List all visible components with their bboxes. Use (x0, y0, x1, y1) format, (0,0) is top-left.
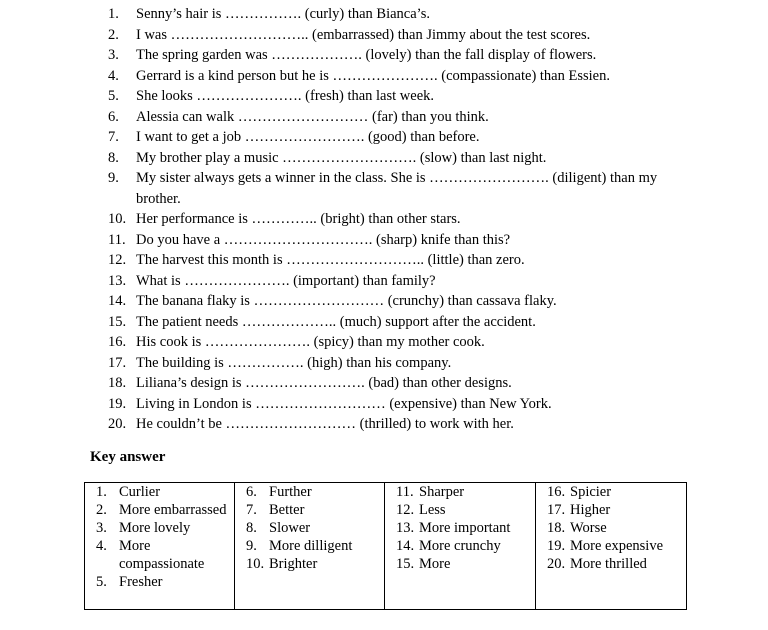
exercise-number: 10. (108, 211, 127, 227)
key-answer-text: More thrilled (570, 556, 647, 572)
key-answer-number: 14. (396, 538, 415, 554)
exercise-text: Her performance is ………….. (bright) than other stars. (136, 211, 461, 227)
exercise-number: 9. (108, 170, 119, 186)
exercise-number: 4. (108, 67, 119, 84)
exercise-item (0, 250, 768, 271)
key-answer-text: More important (419, 520, 511, 536)
key-answer-number: 2. (96, 502, 107, 518)
exercise-item (0, 45, 768, 66)
key-answer-item (385, 483, 535, 501)
exercise-item (0, 332, 768, 353)
key-column-4 (536, 483, 687, 610)
key-answer-item (385, 519, 535, 537)
exercise-item (0, 271, 768, 292)
key-answer-text: Curlier (119, 484, 161, 500)
exercise-text: The patient needs ……………….. (much) support after the accident. (136, 313, 536, 330)
key-answer-list (85, 483, 234, 591)
key-answer-number: 1. (96, 484, 107, 500)
exercise-item (0, 209, 768, 230)
key-answer-text: Slower (269, 520, 311, 536)
key-answer-number: 18. (547, 520, 566, 536)
exercise-number: 3. (108, 47, 119, 63)
exercise-item (0, 86, 768, 107)
key-answer-item (385, 537, 535, 555)
exercise-item (0, 414, 768, 435)
key-answer-text: More lovely (119, 520, 191, 536)
key-answer-list (235, 483, 384, 573)
exercise-text: Do you have a …………………………. (sharp) knife than this? (136, 231, 511, 248)
key-answer-item (536, 555, 686, 573)
key-answer-text: More dilligent (269, 538, 353, 554)
key-column-1 (85, 483, 235, 610)
key-answer-number: 7. (246, 502, 257, 518)
key-answer-item (536, 501, 686, 519)
key-answer-text: Brighter (269, 556, 318, 572)
exercise-text: I want to get a job ……………………. (good) than before. (136, 129, 480, 145)
key-answer-item (536, 537, 686, 555)
key-answer-number: 9. (246, 538, 257, 554)
exercise-item (0, 373, 768, 394)
key-answer-text: More expensive (570, 538, 664, 554)
exercise-number: 14. (108, 293, 127, 309)
exercise-text: Senny’s hair is ……………. (curly) than Bianca’s. (136, 6, 430, 22)
exercise-text: The spring garden was ………………. (lovely) than the fall display of flowers. (136, 47, 597, 63)
key-answer-text: Worse (570, 520, 607, 536)
key-answer-number: 12. (396, 502, 415, 518)
key-answer-text: Fresher (119, 574, 163, 590)
key-answer-number: 16. (547, 484, 566, 500)
exercise-number: 7. (108, 129, 119, 145)
exercise-item (0, 4, 768, 25)
exercise-text: The banana flaky is ……………………… (crunchy) than cassava flaky. (136, 293, 557, 309)
exercise-item (0, 394, 768, 415)
key-answer-item (85, 519, 234, 537)
exercise-number: 2. (108, 26, 119, 43)
key-answer-number: 17. (547, 502, 566, 518)
exercise-number: 19. (108, 395, 127, 412)
key-answer-number: 11. (396, 484, 414, 500)
key-answer-text: Better (269, 502, 305, 518)
key-answer-text: More embarrassed (119, 502, 227, 518)
key-answer-heading: Key answer (90, 449, 166, 465)
key-answer-list (536, 483, 686, 573)
exercise-text: My sister always gets a winner in the class. She is ……………………. (diligent) than my brother. (136, 170, 658, 207)
key-answer-item (85, 573, 234, 591)
exercise-text: Alessia can walk ……………………… (far) than you think. (136, 108, 489, 125)
exercise-number: 11. (108, 231, 126, 248)
exercise-item (0, 291, 768, 312)
exercise-text: He couldn’t be ……………………… (thrilled) to work with her. (136, 416, 514, 432)
key-answer-number: 19. (547, 538, 566, 554)
key-answer-item (235, 501, 384, 519)
key-answer-number: 8. (246, 520, 257, 536)
exercise-text: I was ……………………….. (embarrassed) than Jimmy about the test scores. (136, 26, 591, 43)
exercise-item (0, 230, 768, 251)
exercise-text: Liliana’s design is ……………………. (bad) than other designs. (136, 375, 512, 391)
exercise-item (0, 127, 768, 148)
exercise-number: 18. (108, 375, 127, 391)
key-answer-item (235, 519, 384, 537)
key-answer-number: 6. (246, 484, 257, 500)
key-answer-text: Less (419, 502, 446, 518)
key-answer-number: 13. (396, 520, 415, 536)
exercise-text: His cook is …………………. (spicy) than my mother cook. (136, 334, 485, 350)
key-answer-text: More (419, 556, 451, 572)
key-answer-item (85, 501, 234, 519)
key-answer-list (385, 483, 535, 573)
key-answer-text: More crunchy (419, 538, 501, 554)
key-answer-item (385, 501, 535, 519)
key-answer-item (235, 555, 384, 573)
key-answer-item (85, 537, 234, 573)
exercise-number: 16. (108, 334, 127, 350)
key-answer-item (536, 519, 686, 537)
key-column-3 (385, 483, 536, 610)
exercise-item (0, 312, 768, 333)
key-column-2 (235, 483, 385, 610)
exercise-number: 15. (108, 313, 127, 330)
exercise-text: The building is ……………. (high) than his company. (136, 354, 452, 371)
exercise-number: 12. (108, 252, 127, 268)
key-answer-item (235, 537, 384, 555)
key-answer-text: Spicier (570, 484, 612, 500)
exercise-item (0, 168, 768, 209)
key-answer-number: 20. (547, 556, 566, 572)
key-answer-table (84, 482, 687, 610)
key-answer-text: Further (269, 484, 312, 500)
key-answer-text: More compassionate (119, 538, 205, 572)
key-answer-item (235, 483, 384, 501)
exercise-item (0, 66, 768, 87)
key-answer-item (385, 555, 535, 573)
exercise-text: The harvest this month is ……………………….. (little) than zero. (136, 252, 525, 268)
key-answer-text: Higher (570, 502, 611, 518)
exercise-item (0, 25, 768, 46)
exercise-number: 8. (108, 149, 119, 166)
exercise-number: 5. (108, 88, 119, 104)
exercise-number: 6. (108, 108, 119, 125)
exercise-number: 1. (108, 6, 119, 22)
exercise-text: She looks …………………. (fresh) than last week. (136, 88, 435, 104)
exercise-text: My brother play a music ………………………. (slow) than last night. (136, 149, 547, 166)
key-answer-number: 3. (96, 520, 107, 536)
key-answer-number: 4. (96, 538, 107, 554)
exercise-list (0, 4, 768, 435)
exercise-text: Gerrard is a kind person but he is …………………. (compassionate) than Essien. (136, 67, 610, 84)
exercise-item (0, 353, 768, 374)
exercise-number: 17. (108, 354, 127, 371)
exercise-item (0, 148, 768, 169)
key-answer-item (85, 483, 234, 501)
key-answer-number: 10. (246, 556, 265, 572)
exercise-number: 13. (108, 272, 127, 289)
key-answer-number: 15. (396, 556, 415, 572)
key-answer-item (536, 483, 686, 501)
key-answer-number: 5. (96, 574, 107, 590)
exercise-text: Living in London is ……………………… (expensive) than New York. (136, 395, 552, 412)
exercise-number: 20. (108, 416, 127, 432)
exercise-text: What is …………………. (important) than family? (136, 272, 436, 289)
key-answer-text: Sharper (419, 484, 465, 500)
exercise-item (0, 107, 768, 128)
